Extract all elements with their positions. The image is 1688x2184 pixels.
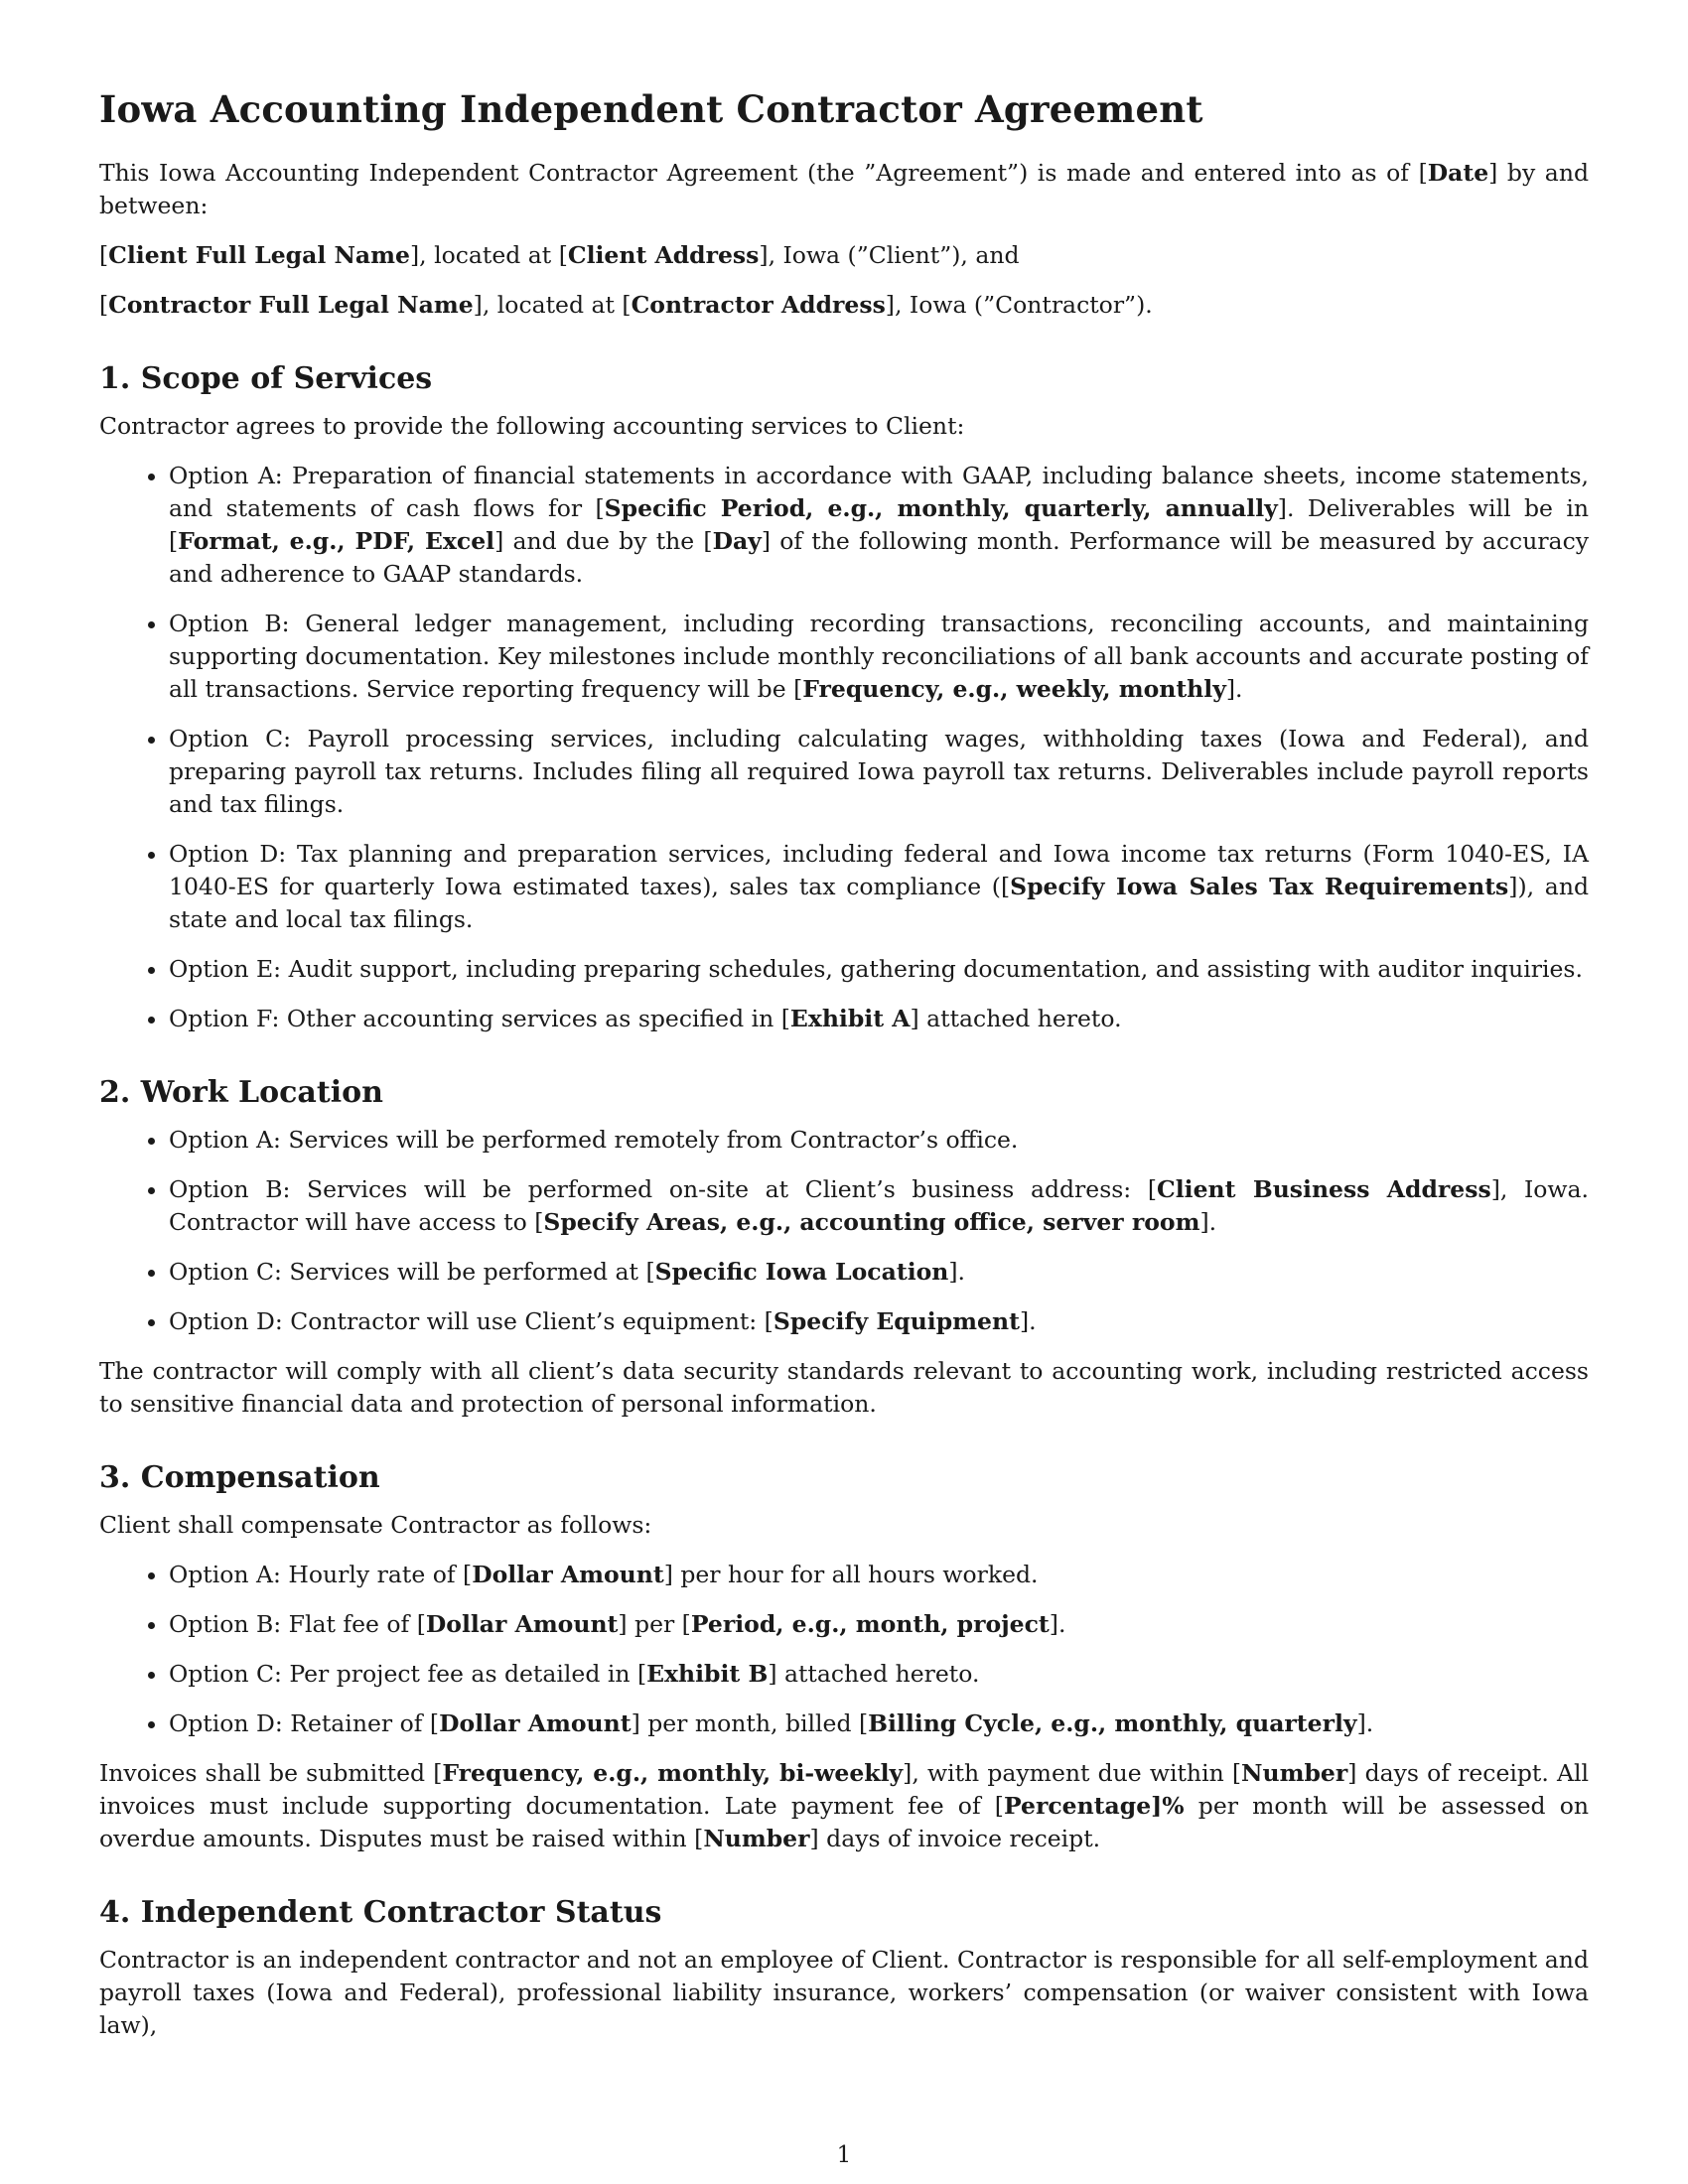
- placeholder-field: Specify Equipment: [773, 1307, 1020, 1335]
- placeholder-field: Frequency, e.g., weekly, monthly: [802, 675, 1226, 703]
- option-item: [169, 1173, 1589, 1239]
- placeholder-field: Exhibit B: [646, 1660, 769, 1688]
- placeholder-field: Dollar Amount: [425, 1610, 619, 1638]
- text-run: ] and due by the [: [494, 527, 713, 555]
- section-paragraph: [99, 1509, 1589, 1542]
- section-heading: 2. Work Location: [99, 1075, 383, 1110]
- text-run: Option B: General ledger management, including recording transactions, reconciling accounts, and maintaining supporting documentation. Key milestones include monthly reconciliations of all bank accounts and accurate posting of all transactions. Service reporting frequency will be [: [169, 610, 1589, 703]
- section-paragraph: [99, 1355, 1589, 1421]
- placeholder-field: Date: [1427, 159, 1489, 187]
- placeholder-field: Format, e.g., PDF, Excel: [178, 527, 495, 555]
- document-title: Iowa Accounting Independent Contractor Agreement: [99, 87, 1203, 131]
- placeholder-field: Client Address: [567, 241, 760, 269]
- section-heading: 3. Compensation: [99, 1460, 380, 1495]
- placeholder-field: Specific Iowa Location: [654, 1258, 949, 1286]
- text-run: Option D: Tax planning and preparation services, including federal and Iowa income tax returns (Form 1040-ES, IA 1040-ES for quarterly Iowa estimated taxes), sales tax compliance ([: [169, 840, 1589, 900]
- text-run: [: [99, 291, 109, 319]
- text-run: Contractor agrees to provide the following accounting services to Client:: [99, 412, 965, 440]
- placeholder-field: Dollar Amount: [472, 1561, 664, 1588]
- text-run: ] days of receipt. All invoices must include supporting documentation. Late payment fee of [: [99, 1759, 1589, 1820]
- placeholder-field: Dollar Amount: [439, 1709, 632, 1737]
- text-run: ] attached hereto.: [910, 1005, 1122, 1032]
- placeholder-field: Client Full Legal Name: [108, 241, 410, 269]
- option-item: [169, 1256, 1589, 1289]
- placeholder-field: Specify Areas, e.g., accounting office, server room: [543, 1208, 1200, 1236]
- placeholder-field: Number: [1241, 1759, 1348, 1787]
- option-item: [169, 460, 1589, 591]
- text-run: Option D: Contractor will use Client’s equipment: [: [169, 1307, 774, 1335]
- placeholder-field: Number: [703, 1825, 810, 1852]
- text-run: ].: [1356, 1709, 1374, 1737]
- option-item: [169, 1608, 1589, 1641]
- placeholder-field: Specify Iowa Sales Tax Requirements: [1010, 873, 1509, 900]
- text-run: Contractor is an independent contractor and not an employee of Client. Contractor is responsible for all self-employment and payroll taxes (Iowa and Federal), professional liability insurance, workers’ compensation (or waiver consistent with Iowa law),: [99, 1946, 1589, 2039]
- text-run: ] of the following month. Performance will be measured by accuracy and adherence to GAAP standards.: [169, 527, 1590, 588]
- text-run: ] attached hereto.: [768, 1660, 980, 1688]
- text-run: ] by and between:: [99, 159, 1589, 219]
- text-run: ], Iowa. Contractor will have access to [: [169, 1175, 1590, 1236]
- text-run: This Iowa Accounting Independent Contractor Agreement (the ”Agreement”) is made and entered into as of: [99, 159, 1419, 187]
- placeholder-field: Percentage: [1003, 1792, 1152, 1820]
- intro-paragraph: [99, 289, 1589, 322]
- text-run: ] days of invoice receipt.: [809, 1825, 1101, 1852]
- text-run: ] per month, billed [: [631, 1709, 869, 1737]
- option-list: [99, 1124, 1589, 1338]
- text-run: [: [99, 241, 109, 269]
- option-item: [169, 608, 1589, 706]
- text-run: [: [1418, 159, 1428, 187]
- text-run: ], with payment due within [: [903, 1759, 1242, 1787]
- text-run: ] per hour for all hours worked.: [663, 1561, 1039, 1588]
- text-run: Option A: Preparation of financial statements in accordance with GAAP, including balance sheets, income statements, and statements of cash flows for [: [169, 462, 1589, 522]
- text-run: ].: [1049, 1610, 1066, 1638]
- page-number: 1: [836, 2142, 852, 2168]
- text-run: Option A: Hourly rate of [: [169, 1561, 473, 1588]
- intro-paragraph: [99, 239, 1589, 272]
- text-run: ], Iowa (”Client”), and: [759, 241, 1020, 269]
- text-run: Invoices shall be submitted [: [99, 1759, 443, 1787]
- placeholder-field: Frequency, e.g., monthly, bi-weekly: [442, 1759, 904, 1787]
- section-heading: 1. Scope of Services: [99, 361, 433, 396]
- option-item: [169, 1124, 1589, 1157]
- option-item: [169, 1559, 1589, 1591]
- text-run: Option C: Services will be performed at [: [169, 1258, 655, 1286]
- option-list: [99, 460, 1589, 1035]
- sections-container: [99, 361, 1589, 2042]
- text-run: ].: [1199, 1208, 1217, 1236]
- text-run: ], located at [: [473, 291, 632, 319]
- option-item: [169, 1707, 1589, 1740]
- placeholder-field: Contractor Address: [631, 291, 886, 319]
- text-run: Option C: Per project fee as detailed in [: [169, 1660, 647, 1688]
- text-run: per month will be assessed on overdue amounts. Disputes must be raised within [: [99, 1792, 1589, 1852]
- placeholder-field: Billing Cycle, e.g., monthly, quarterly: [868, 1709, 1357, 1737]
- text-run: ]), and state and local tax filings.: [169, 873, 1589, 933]
- option-item: [169, 1003, 1589, 1035]
- text-run: The contractor will comply with all client’s data security standards relevant to accounting work, including restricted access to sensitive financial data and protection of personal information.: [99, 1357, 1589, 1418]
- placeholder-field: ]%: [1151, 1792, 1185, 1820]
- text-run: ], Iowa (”Contractor”).: [885, 291, 1153, 319]
- option-item: [169, 723, 1589, 821]
- option-item: [169, 953, 1589, 986]
- text-run: ] per [: [618, 1610, 691, 1638]
- text-run: Option B: Flat fee of [: [169, 1610, 426, 1638]
- section-paragraph: [99, 1757, 1589, 1855]
- option-list: [99, 1559, 1589, 1740]
- text-run: Option D: Retainer of [: [169, 1709, 440, 1737]
- intro-paragraph: [99, 157, 1589, 222]
- placeholder-field: Exhibit A: [789, 1005, 911, 1032]
- document-page: [99, 87, 1589, 2059]
- option-item: [169, 838, 1589, 936]
- text-run: ].: [1019, 1307, 1037, 1335]
- placeholder-field: Specific Period, e.g., monthly, quarterly, annually: [604, 494, 1278, 522]
- text-run: Option A: Services will be performed remotely from Contractor’s office.: [169, 1126, 1019, 1154]
- placeholder-field: Day: [712, 527, 762, 555]
- placeholder-field: Client Business Address: [1157, 1175, 1491, 1203]
- placeholder-field: Period, e.g., month, project: [690, 1610, 1050, 1638]
- text-run: ], located at [: [409, 241, 568, 269]
- section-paragraph: [99, 410, 1589, 443]
- section-heading: 4. Independent Contractor Status: [99, 1895, 662, 1930]
- text-run: Option C: Payroll processing services, including calculating wages, withholding taxes (Iowa and Federal), and preparing payroll tax returns. Includes filing all required Iowa payroll tax returns. Deliverables include payroll reports and tax filings.: [169, 725, 1589, 818]
- text-run: Option F: Other accounting services as specified in [: [169, 1005, 790, 1032]
- text-run: ].: [1225, 675, 1243, 703]
- option-item: [169, 1305, 1589, 1338]
- option-item: [169, 1658, 1589, 1691]
- text-run: Client shall compensate Contractor as follows:: [99, 1511, 652, 1539]
- section-paragraph: [99, 1944, 1589, 2042]
- text-run: ].: [948, 1258, 966, 1286]
- text-run: Option B: Services will be performed on-site at Client’s business address: [: [169, 1175, 1158, 1203]
- intro-block: [99, 157, 1589, 322]
- text-run: Option E: Audit support, including preparing schedules, gathering documentation, and assisting with auditor inquiries.: [169, 955, 1583, 983]
- placeholder-field: Contractor Full Legal Name: [108, 291, 474, 319]
- text-run: ]. Deliverables will be in [: [169, 494, 1589, 555]
